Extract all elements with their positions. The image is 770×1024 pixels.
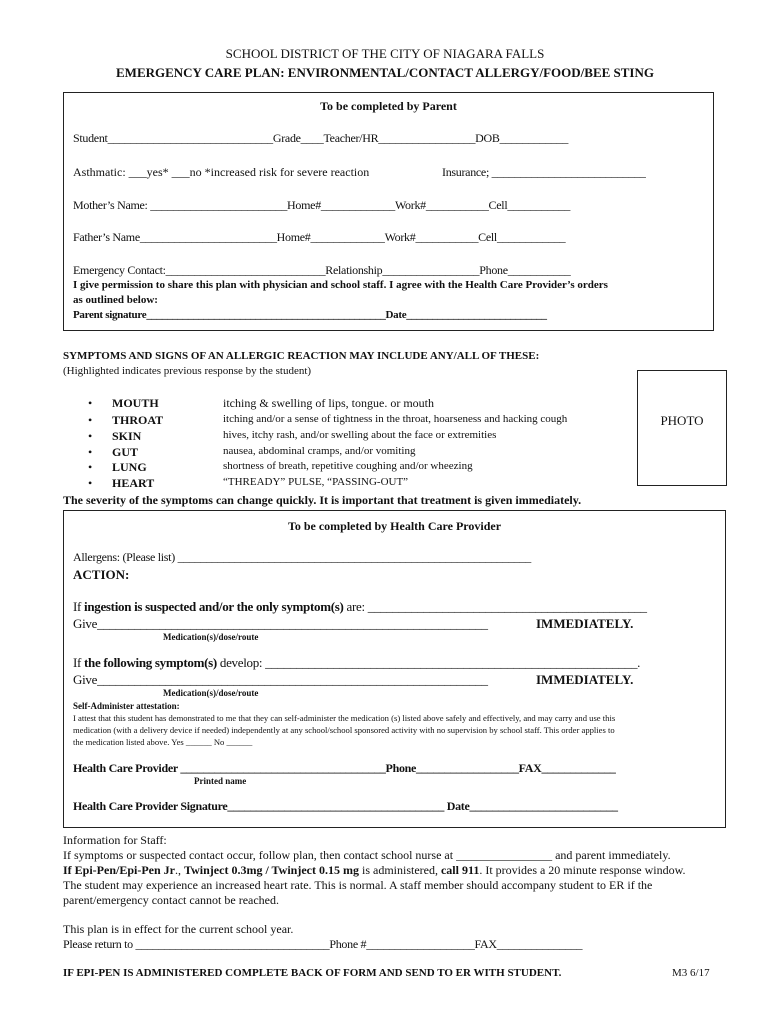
symptom-description: itching and/or a sense of tightness in the throat, hoarseness and hacking cough [223,413,568,425]
emergency-contact-line[interactable]: Emergency Contact:____________________________Relationship_________________Phone___________ [73,263,571,277]
provider-section-heading: To be completed by Health Care Provider [287,519,502,533]
bullet: • [88,413,93,427]
photo-label: PHOTO [660,413,704,428]
immediately-label-1: IMMEDIATELY. [536,616,634,631]
hcp-signature-line[interactable]: Health Care Provider Signature______________________________________ Date__________________________ [73,799,618,813]
bullet: • [88,476,93,490]
permission-text-1: I give permission to share this plan with physician and school staff. I agree with the Health Care Provider’s orders [73,279,608,291]
return-to-line[interactable]: Please return to __________________________________Phone #___________________FAX_______________ [63,937,583,951]
symptom-area: MOUTH [112,396,159,410]
symptom-description: nausea, abdominal cramps, and/or vomiting [223,445,416,457]
immediately-label-2: IMMEDIATELY. [536,672,634,687]
form-title: EMERGENCY CARE PLAN: ENVIRONMENTAL/CONTACT ALLERGY/FOOD/BEE STING [116,65,654,80]
bullet: • [88,445,93,459]
ingestion-prefix: If [73,599,85,614]
form-code: M3 6/17 [672,967,710,979]
give-line-2[interactable]: Give_______________________________________________________________ [73,672,488,687]
insurance-line[interactable]: Insurance; ___________________________ [442,165,646,179]
symptom-prefix: If [73,655,85,670]
mother-line[interactable]: Mother’s Name: ________________________Home#_____________Work#___________Cell___________ [73,198,571,212]
symptom-description: itching & swelling of lips, tongue. or mouth [223,396,434,410]
parent-section-heading: To be completed by Parent [320,99,457,113]
staff-info-line-2 [63,863,686,878]
symptom-line[interactable] [73,655,640,671]
ingestion-condition: ingestion is suspected and/or the only symptom(s) [84,599,344,614]
symptom-area: LUNG [112,460,147,474]
bullet: • [88,396,93,410]
symptom-area: THROAT [112,413,164,427]
symptoms-subheading: (Highlighted indicates previous response by the student) [63,365,312,377]
epipen-text: If Epi-Pen/Epi-Pen Jr [63,863,176,877]
symptom-area: SKIN [112,429,142,443]
give-line-1[interactable]: Give_______________________________________________________________ [73,616,488,631]
bullet: • [88,460,93,474]
separator-text: ., [175,863,185,877]
response-window-text: . It provides a 20 minute response window. [479,863,686,877]
permission-text-2: as outlined below: [73,294,158,306]
self-administer-heading: Self-Administer attestation: [73,701,180,711]
parent-signature-line[interactable]: Parent signature______________________________________________Date___________________________ [73,309,547,321]
ingestion-line[interactable] [73,599,647,615]
photo-box [637,370,727,486]
ingestion-blank: are: _____________________________________________ [343,599,647,614]
attestation-text-2: medication (with a delivery device if needed) independently at any school/school sponsored activity with no supervision by school staff. This order applies to [73,725,615,735]
symptom-description: hives, itchy rash, and/or swelling about the face or extremities [223,429,497,441]
staff-info-line-1[interactable]: If symptoms or suspected contact occur, follow plan, then contact school nurse at ________________ and parent immediately. [63,848,671,862]
medication-label-2: Medication(s)/dose/route [163,688,259,698]
symptom-description: shortness of breath, repetitive coughing and/or wheezing [223,460,473,472]
attestation-text-1: I attest that this student has demonstrated to me that they can self-administer the medication (s) listed above safely and effectively, and may carry and use this [73,713,616,723]
action-label: ACTION: [73,567,130,582]
symptom-description: “THREADY” PULSE, “PASSING-OUT” [223,476,409,488]
administered-text: is administered, [359,863,441,877]
severity-warning: The severity of the symptoms can change quickly. It is important that treatment is given immediately. [63,493,582,507]
district-name: SCHOOL DISTRICT OF THE CITY OF NIAGARA FALLS [225,46,545,61]
allergens-line[interactable]: Allergens: (Please list) ______________________________________________________________ [73,550,531,564]
student-line[interactable]: Student_____________________________Grade____Teacher/HR_________________DOB____________ [73,131,569,145]
effective-period: This plan is in effect for the current school year. [63,922,294,936]
father-line[interactable]: Father’s Name________________________Home#_____________Work#___________Cell____________ [73,230,566,244]
bullet: • [88,429,93,443]
asthmatic-line[interactable]: Asthmatic: ___yes* ___no *increased risk for severe reaction [73,165,370,179]
symptom-condition: the following symptom(s) [84,655,217,670]
hcp-contact-line[interactable]: Health Care Provider ____________________________________Phone__________________FAX_____________ [73,761,616,775]
staff-info-heading: Information for Staff: [63,833,167,847]
staff-info-line-3: The student may experience an increased heart rate. This is normal. A staff member should accompany student to ER if the [63,878,653,892]
medication-label-1: Medication(s)/dose/route [163,632,259,642]
symptom-blank: develop: ____________________________________________________________. [216,655,641,670]
symptom-area: HEART [112,476,155,490]
attestation-yes-no[interactable]: the medication listed above. Yes ______ No ______ [73,737,253,747]
staff-info-line-4: parent/emergency contact cannot be reached. [63,893,279,907]
call-911-text: call 911 [440,863,480,877]
symptom-area: GUT [112,445,139,459]
symptoms-heading: SYMPTOMS AND SIGNS OF AN ALLERGIC REACTION MAY INCLUDE ANY/ALL OF THESE: [63,350,540,362]
printed-name-label: Printed name [194,776,247,786]
footer-notice: IF EPI-PEN IS ADMINISTERED COMPLETE BACK OF FORM AND SEND TO ER WITH STUDENT. [63,967,562,979]
twinject-text: Twinject 0.3mg / Twinject 0.15 mg [184,863,359,877]
